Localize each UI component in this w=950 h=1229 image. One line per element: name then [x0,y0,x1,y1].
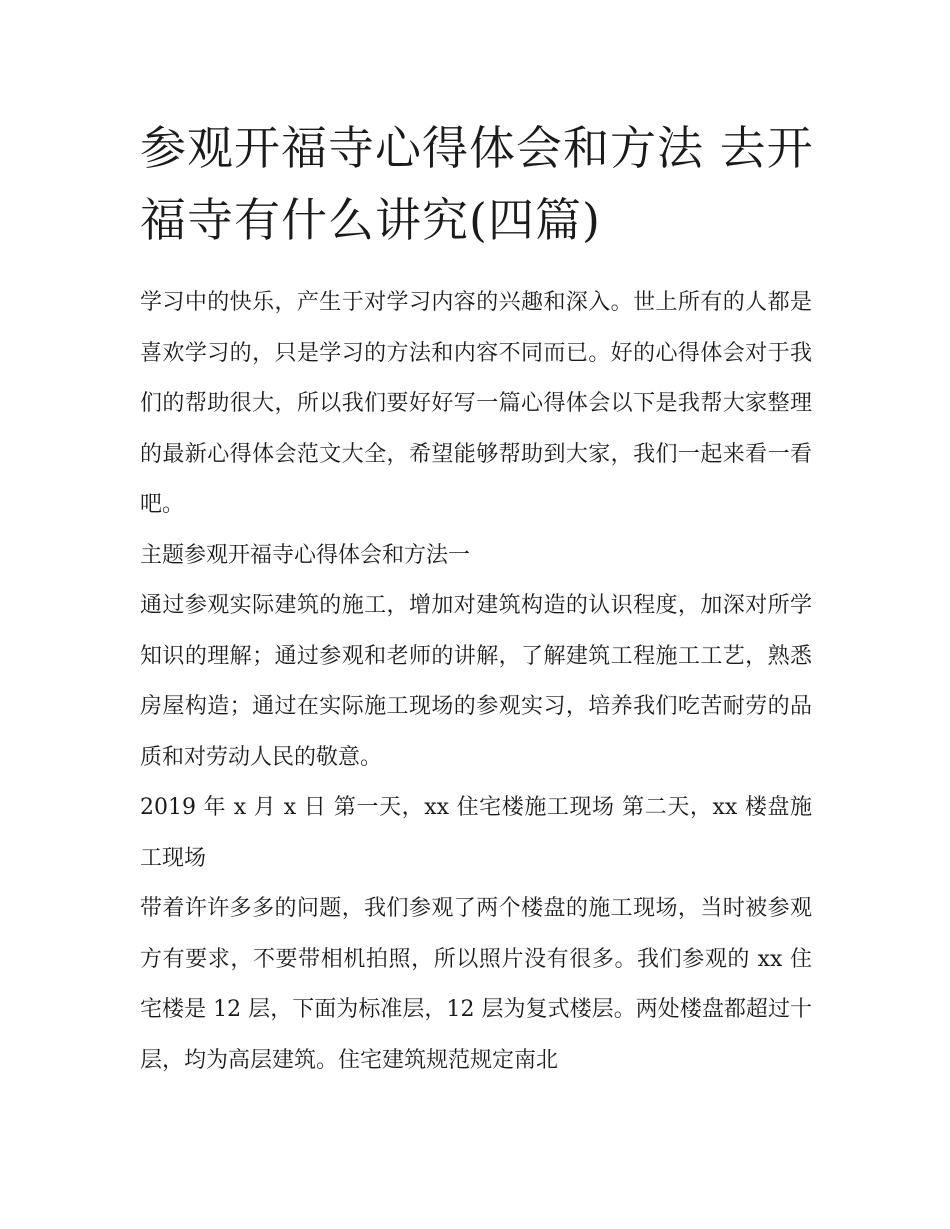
intro-paragraph: 学习中的快乐，产生于对学习内容的兴趣和深入。世上所有的人都是喜欢学习的，只是学习的方法和内容不同而已。好的心得体会对于我们的帮助很大，所以我们要好好写一篇心得体会以下是我帮大家整理的最新心得体会范文大全，希望能够帮助到大家，我们一起来看一看吧。 [140,290,812,517]
document-body [140,278,812,1086]
section-heading: 主题参观开福寺心得体会和方法一 [140,542,471,568]
visit-paragraph: 带着许许多多的问题，我们参观了两个楼盘的施工现场，当时被参观方有要求，不要带相机拍照，所以照片没有很多。我们参观的 xx 住宅楼是 12 层，下面为标准层，12 层为复式楼层。两处楼盘都超过十层，均为高层建筑。住宅建筑规范规定南北 [140,896,812,1073]
purpose-paragraph: 通过参观实际建筑的施工，增加对建筑构造的认识程度，加深对所学知识的理解；通过参观和老师的讲解，了解建筑工程施工工艺，熟悉房屋构造；通过在实际施工现场的参观实习，培养我们吃苦耐劳的品质和对劳动人民的敬意。 [140,593,812,770]
document-title: 参观开福寺心得体会和方法 去开福寺有什么讲究(四篇) [140,121,814,247]
schedule-paragraph: 2019 年 x 月 x 日 第一天，xx 住宅楼施工现场 第二天，xx 楼盘施工现场 [140,795,812,871]
